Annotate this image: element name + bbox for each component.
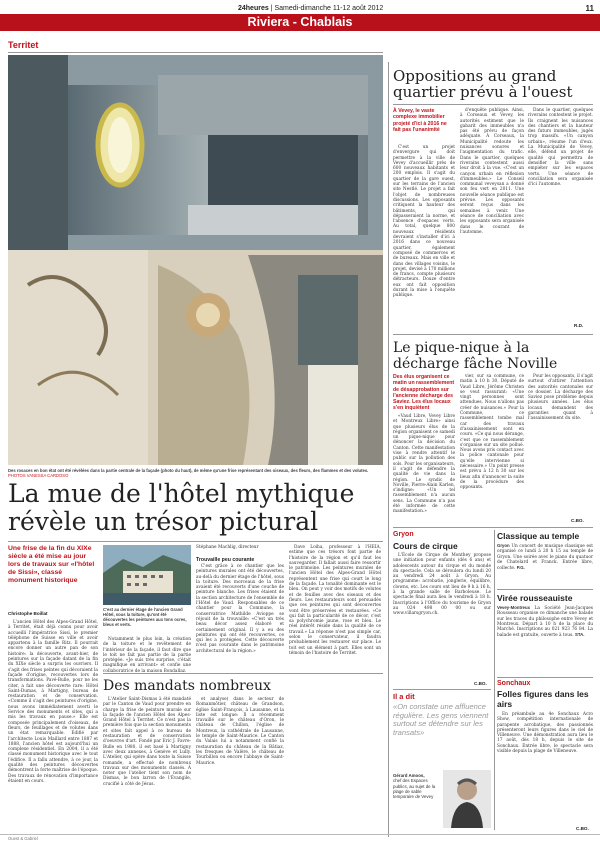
gryon-sign: C.BO. — [474, 681, 487, 686]
column-divider — [388, 62, 389, 837]
sonchaux-body — [497, 712, 593, 827]
article-paragraph: L'Atelier Saint-Dismas à été mandaté par le Canton de Vaud pour prendre en charge la frise de peinture murale sur la façade de l'ancien Hôtel des Alpes-Grand Hôtel à Territet. Ce n'est pas la première fois que la section monuments et sites fait appel à ce bureau de restauration et de conservation d'oeuvres d'art. Fondé par Eric J. Favre-Bulle en 1980, il est basé à Martigny avec deux annexes, à Genève et Lully. L'Atelier, qui opère dans toute la Suisse romande, a effectué de nombreux travaux sur des monuments classés. À noter que l'atelier tient son nom de Dismas, le bon larron de l'Évangile, crucifié à côté de Jésus. — [103, 697, 191, 787]
sonchaux-sign: C.BO. — [576, 826, 589, 831]
article-paragraph: C'est grâce à ce chantier que les peintures murales ont été découvertes, au-delà du dernier étage de l'hôtel, sous la toiture. Des morceaux de la frise avaient été recouverts d'une couche de peinture blanche. Les frises étaient de la section architecture de l'ensemble de l'Hôtel de Vaud. Responsables de ce chantier pour la Commune, la conservatrice Mathilde Avioppe se réjouit de la trouvaille: «C'est un très beau décor assez élaboré et certainement original. Il y a eu des peintures qui ont été recouvertes, ce qui les a protégées. Cette découverte n'est pas courante dans le patrimoine architectural de la région.» — [196, 564, 284, 654]
ilaldit-name: Gérard Amoos, — [393, 773, 425, 778]
divider — [103, 673, 383, 674]
territet-kicker: Territet — [8, 40, 39, 50]
oppositions-lead: À Vevey, le vaste complexe immobilier projeté d'ici à 2016 ne fait pas l'unanimité — [393, 108, 447, 133]
rousseau-city: Vevey-Montreux — [497, 605, 530, 610]
oppositions-sign: R.D. — [574, 323, 584, 328]
article-paragraph: L'École de Cirque de Monthey propose une initiation pour enfants (dès 6 ans) et adolescents autour du cirque et du monde du spectacle. Cela se déroulera du lundi 20 au vendredi 24 août à Gryon. Au programme: acrobatie, jonglerie, équilibre, clowns, etc. Les cours ont lieu de 9 h à 16 h, à la grande salle de Barboleuse. Le spectacle final aura lieu le vendredi à 18 h. Inscriptions à l'Office du tourisme de Gryon au 024 498 00 00 ou sur www.villarsgryon.ch. — [393, 553, 491, 617]
rousseau-sign: STA. — [574, 632, 585, 638]
divider — [497, 677, 593, 678]
divider — [497, 589, 593, 590]
mandats-col2 — [196, 697, 284, 837]
photo-credit: PHOTOS VANESSA CARDOSO — [8, 473, 69, 478]
divider — [393, 104, 593, 105]
gryon-body — [393, 553, 491, 688]
oppositions-col2 — [460, 108, 524, 330]
article-paragraph: Dave Loiha, professeur à l'HEIA, estime que ces trésors font partie de l'histoire de la région et qu'il faut les sauvegarder. Il fallait aussi faire ressortir le patrimoine. Les peintures murales de l'ancien Hôtel des Alpes-Grand Hôtel représentent une frise qui court le long de la façade. La tonalité dominante est le bleu. On peut y voir des motifs de volutes et de feuilles avec des oiseaux et des fleurs. Les restaurateurs sont persuadés que ces peintures qui sont découvertes vont être préservées et restaurées. «Ce qui fait la particularité de ce décor, c'est sa polychromie jaune, rose et bleu. Le réel intérêt réside dans la qualité de ce travail.» La réponse n'est pas simple car, selon le conservateur, il faudra probablement les restaurer sur place. Le toit est un élément à part. Elles sont un témoin de l'histoire de Territet. — [289, 545, 381, 656]
publication-line: 24heures | Samedi-dimanche 11-12 août 2012 — [238, 5, 384, 12]
main-lead: Une frise de la fin du XIXe siècle a été mise au jour lors de travaux sur «l'hôtel de Sissi», classé monument historique — [8, 545, 95, 584]
gryon-headline: Cours de cirque — [393, 541, 458, 551]
caption-text: Des rosaces en bon état ont été révélées dans la partie centrale de la façade (photo du haut), de même qu'une frise représentant des oiseaux, des fleurs, des flammes et des volutes. — [8, 468, 369, 473]
ilaldit-attribution — [393, 773, 439, 799]
rousseau-headline: Virée rousseauiste — [497, 593, 573, 603]
hotel-photo-caption: C'est au dernier étage de l'ancien Grand Hôtel, sous la toiture, qu'ont été découvertes les peintures aux tons ocres, bleus et verts. — [103, 607, 187, 627]
article-paragraph: L'ancien Hôtel des Alpes-Grand Hôtel, à Territet, était déjà connu pour avoir accueilli l'impératrice Sissi, le premier téléphone de Suisse en ville et avoir appartenu à la famille Ritz. Il pourrait encore donner un autre pan de son histoire: la découverte, avant-hier, de peintures sur la façade datant de la fin du XIXe siècle a surpris les ouvriers. Il s'agit des frises peintes qui décoraient la façade d'origine, recouvertes lors de transformations. Pavé-Bulle, pour ne les citer, a fait une découverte rare: Hôtel Saint-Dumas, à Martigny, bureau de restauration et de conservation. «Comme il s'agit des peintures d'origine, nous avons immédiatement averti le Service des monuments et sites, qui a mis les travaux en pause.» Elle est composée principalement d'oiseaux, de fleurs, de feuillages et de volutes dans un état remarquable. Édifié par l'architecte Louis Maillard entre 1887 et 1888, l'ancien hôtel est aujourd'hui un complexe résidentiel. En 2004, il a été classé monument historique avec le tout l'édifice. Il a fallu attendre, à ce jour, la qualité des peintures découvertes démontrent la forte maîtrise de l'époque. Des travaux de rénovation d'importance étaient en cours. — [8, 620, 98, 784]
mandats-col1 — [103, 697, 191, 837]
ilaldit-kicker: Il a dit — [393, 692, 415, 701]
sonchaux-kicker: Sonchaux — [497, 680, 531, 687]
article-paragraph: En préambule au 4e Sonchaux Acro Show, compétition internationale de parapente acrobatique, des passionnés présenteront leurs figures dans le ciel de Villeneuve. Une démonstration aura lieu le 17 août, dès 18 h, depuis le site de Sonchaux. Entrée libre, le spectacle sera visible depuis la plage de Villeneuve. — [497, 712, 593, 755]
classique-text: Un concert de musique classique est organisé ce lundi à 20 h 15 au temple de Gryon. Une soirée avec le piano du quatuor de Chatelard et Franck. Entrée libre, collecte. — [497, 544, 593, 572]
hotel-photo — [103, 545, 191, 605]
footer — [0, 834, 600, 843]
divider — [393, 527, 593, 528]
hotel-photo-image — [103, 545, 191, 605]
main-article-col2-top — [103, 637, 191, 674]
subhead-trouvaille: Trouvaille peu courante — [196, 557, 255, 563]
piquenique-sign: C.BO. — [571, 518, 584, 523]
column-divider — [494, 530, 495, 830]
byline: Christophe Boillat — [8, 611, 48, 616]
main-photo-caption — [8, 468, 383, 478]
article-paragraph: Notamment le plus loin, la création de la toiture et le revêtement de l'intérieur de la façade, il faut dire que le toit ne fait pas partie de la partie protégée. «Je suis très surprise, c'était magnifique en arrivant» et confie une collaboratrice de la maison Bondallaz. — [103, 637, 191, 674]
piquenique-lead: Des élus organisent ce matin un rassemblement de désapprobation sur l'ancienne décharge des Saviez. Les élus locaux s'en inquiètent — [393, 374, 455, 412]
mandats-headline: Des mandats nombreux — [103, 678, 271, 694]
publication-name: 24heures — [238, 5, 269, 12]
piquenique-headline: Le pique-nique à la décharge fâche Noville — [393, 340, 558, 372]
gryon-kicker: Gryon — [393, 531, 414, 538]
classique-headline: Classique au temple — [497, 531, 580, 541]
oppositions-col3 — [528, 108, 593, 323]
article-paragraph: et analyse) dans le secteur de Romanmôtier, château de Grandson, église Saint-François, à Lausanne, et la liste est longue: Il a récemment travaillé sur le château d'Oron, le château de Chillon, l'église de Montreux, la cathédrale de Lausanne, le temple de Saint-Maurice. Le Canton du Valais lui a notamment confié la restauration du château de la Bâtiaz, les fresques de Valère, le château de Tourbillon ou encore l'abbaye de Saint-Maurice. — [196, 697, 284, 766]
divider — [393, 334, 593, 335]
ilaldit-portrait — [443, 770, 491, 828]
article-paragraph: d'enquête publique. Ainsi, à Corseaux et Vevey, les autorités estiment que le gabarit des immeubles n'a pas été prévu de façon adéquate. À Corseaux, la Municipalité redoute les nuisances sonores et l'augmentation du trafic. Dans le quartier, quelques riverains contestent aussi leur droit à la vue. «C'est un canyon urbain en réflexion d'immeubles.» Le Conseil communal veveysan a donné son feu vert en 2011. Une nouvelle séance publique est prévue. Les opposants seront reçus dans les semaines à venir. Une séance de conciliation avec les opposants sera organisée dans le courant de l'automne. — [460, 108, 524, 235]
article-paragraph: Dans le quartier, quelques riverains contestent le projet. Ils craignent les nuisances des chantiers et la hauteur des futurs immeubles, jugés trop massifs. «Un canyon urbain», résume l'un d'eux. La Municipalité de Vevey, elle, défend un projet de qualité qui permettra de densifier la ville sans empiéter sur les espaces verts. Une séance de conciliation sera organisée d'ici l'automne. — [528, 108, 593, 188]
divider — [8, 541, 383, 542]
oppositions-col1 — [393, 145, 455, 330]
footer-folio: Ouest & Gabriel — [8, 836, 38, 841]
classique-body — [497, 543, 593, 587]
oppositions-headline: Oppositions au grand quartier prévu à l'ouest — [393, 67, 573, 101]
main-article-col3 — [196, 564, 284, 670]
section-title: Riviera - Chablais — [247, 15, 353, 29]
ilaldit-role: chef des Espaces publics, au sujet de la plage de sable temporaire de Vevey — [393, 778, 436, 800]
col3-intro — [196, 545, 284, 553]
article-paragraph: Pour les opposants, il s'agit surtout d'attirer l'attention des autorités cantonales sur ce dossier. La décharge des Saviez pose problème depuis plusieurs années. Les élus locaux demandent des garanties quant à l'assainissement du site. — [528, 374, 593, 422]
classique-city: Gryon — [497, 543, 510, 548]
rousseau-body — [497, 605, 593, 675]
main-article-col1 — [8, 620, 98, 835]
article-paragraph: C'est un projet d'envergure qui doit permettre à la ville de Vevey d'accueillir près de 600 nouveaux habitants et 200 emplois. Il s'agit du quartier de la gare ouest, sur les terrains de l'ancien site Nestlé. Le projet a fait l'objet de nombreuses discussions. Les opposants critiquent la hauteur des bâtiments, qui dépasseraient la norme, et l'absence d'espaces verts. Au total, quelque 800 nouveaux résidents devraient s'installer d'ici à 2016 dans ce nouveau quartier, également composé de commerces et de bureaux. Mais en ville et dans des villages voisins, le projet, devisé à 170 millions de francs, compte plusieurs détracteurs. Douze d'entre eux ont fait opposition durant la mise à l'enquête publique. — [393, 145, 455, 299]
article-paragraph: «Vaud Libre, Vevey Libre et Montreux Libre» ainsi que plusieurs élus de la région organisent ce samedi un pique-nique pour dénoncer la décision du Canton. Cette manifestation vise à rendre attentif le public sur la pollution des sols. Pour les organisateurs, il s'agit de défendre la qualité de vie dans la région. Le syndic de Noville, Pierre-Alain Karlen, s'indigne: «Un tel rassemblement n'a aucun sens. La Commune n'a pas été informée de cette manifestation.» — [393, 414, 455, 515]
main-headline: La mue de l'hôtel mythique révèle un trésor pictural — [8, 479, 355, 536]
publication-date: Samedi-dimanche 11-12 août 2012 — [274, 5, 384, 12]
piquenique-col1 — [393, 414, 455, 524]
page-number: 11 — [585, 4, 594, 13]
person-portrait-image — [443, 770, 491, 828]
facade-photo-image — [8, 55, 383, 465]
col3-intro-text: Stéphane Machlig, directeur — [196, 545, 259, 550]
rousseau-text: La Société Jean-Jacques Rousseau organise ce dimanche une balade sur les traces du philosophe entre Vevey et Montreux. Départ à 10 h de la place du Marché. Inscriptions au 021 923 76 84. La balade est gratuite, ouverte à tous. — [497, 606, 593, 639]
divider — [8, 52, 383, 53]
section-banner — [0, 14, 600, 31]
main-article-col4 — [289, 545, 381, 670]
classique-sign: P.G. — [516, 565, 525, 571]
main-photo — [8, 55, 383, 465]
piquenique-col2 — [460, 374, 524, 524]
sonchaux-headline: Folles figures dans les airs — [497, 689, 589, 709]
article-paragraph: vier, sur sa commune, ce matin à 10 h 30. Député de Vaud Libre, Jérôme Christen se veut rassurant: «Une vingt personnes sont attendues. Nous n'allons pas créer de nuisances.» Pour la Commune, ce rassemblement tombe mal car des travaux d'assainissement sont en cours. «Ce qui nous dérange, c'est que ce rassemblement s'organise sur un site pollué. Nous avons pris contact avec la police cantonale pour qu'elle intervienne si nécessaire.» Un point presse est prévu à 12 h 30 sur les lieux afin d'annoncer la suite de la procédure des opposants. — [460, 374, 524, 491]
piquenique-col3 — [528, 374, 593, 524]
divider — [393, 689, 491, 690]
ilaldit-quote: «On constate une affluence régulière. Les gens viennent surtout se détendre sur les transats» — [393, 702, 489, 737]
